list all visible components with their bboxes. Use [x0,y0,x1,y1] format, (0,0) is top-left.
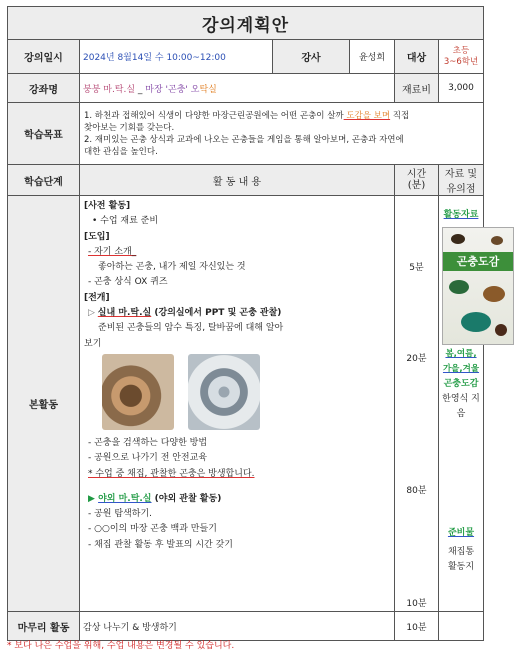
goal-line-4: 대한 관심을 높인다. [84,146,158,157]
course-name-part2: 마장 '곤충' 오 [145,84,200,95]
target-value-line1: 초등 [452,45,470,56]
goal-line-1b: 도감을 보며 [343,110,391,121]
outdoor-item-1: - 공원 탐색하기. [88,509,152,520]
content-header: 활 동 내 용 [80,165,395,196]
search-methods-item: - 곤충을 검색하는 다양한 방법 [88,437,208,448]
book-season-line: 봄,여름,가을,겨울 [442,349,480,374]
indoor-subtitle: (강의실에서 PPT 및 곤충 관찰) [151,308,282,319]
outdoor-item-3: - 채집 관찰 활동 후 발표의 시간 갖기 [88,539,233,550]
closing-label: 마무리 활동 [8,612,80,641]
time-header-line1: 시간 [406,169,427,180]
intro-item-1 [84,245,390,260]
photo-row [84,352,390,436]
footnote: * 보다 나은 수업을 위해, 수업 내용은 변경될 수 있습니다. [7,641,235,651]
time-header-line2: (분) [407,180,426,191]
closing-time: 10분 [395,612,439,641]
stag-beetle-icon [495,324,507,336]
goal-line-2: 찾아보는 기회를 갖는다. [84,122,175,133]
butterfly-icon [483,286,505,302]
instructor-label: 강사 [273,40,350,74]
indoor-desc-2: 보기 [84,338,102,349]
fee-label: 재료비 [395,74,439,103]
spacer [84,482,390,492]
course-label: 강좌명 [8,74,80,103]
lesson-plan [7,6,500,634]
release-note-text: * 수업 중 채집, 관찰한 곤충은 방생합니다. [88,468,255,479]
indoor-marker-icon: ▷ [88,308,98,319]
safety-item: - 공원으로 나가기 전 안전교육 [88,453,208,464]
target-value [439,40,484,74]
time-80min: 80분 [406,486,427,496]
intro-heading: [도입] [84,231,110,242]
closing-resources [439,612,484,641]
stage-header: 학습단계 [8,165,80,196]
resources-title: 활동자료 [443,210,479,220]
grasshopper-icon [449,280,469,294]
course-name [80,74,395,103]
beetle-icon [451,234,465,244]
dragonfly-icon [461,312,491,332]
date-value: 2024년 8월14일 수 10:00~12:00 [80,40,273,74]
goals-label: 학습목표 [8,103,80,165]
indoor-title: 실내 마.탁.실 [97,308,152,319]
intro-item-1-text: - 자기 소개_ [88,246,137,257]
lesson-plan-table [7,6,500,641]
material-collection-box: 채집통 [447,547,475,557]
time-10min: 10분 [406,599,427,609]
goal-line-1a: 1. 하천과 접해있어 식생이 다양한 마장근린공원에는 어떤 곤충이 살까 [84,110,344,121]
main-activity-label: 본활동 [8,196,80,612]
outdoor-title: 야외 마.탁.실 [98,493,152,504]
insect-photo-jar [188,354,260,430]
outdoor-item-2: - ○○이의 마장 곤충 백과 만들기 [88,524,217,535]
fee-value: 3,000 [439,74,484,103]
resources-header: 자료 및 유의점 [439,165,484,196]
book-cover-title: 곤충도감 [443,252,513,271]
outdoor-heading [84,492,390,507]
materials-title: 준비물 [447,528,475,538]
main-activity-content [80,196,395,612]
time-5min: 5분 [409,263,424,273]
main-activity-times [395,196,439,612]
insect-photo-hand [102,354,174,430]
goals-content [80,103,484,165]
target-value-line2: 3~6학년 [443,56,479,67]
main-activity-resources [439,196,500,612]
course-name-part1: 붕붕 마.탁.실 [83,84,136,95]
closing-content: 감상 나누기 & 방생하기 [80,612,395,641]
goal-line-3: 2. 재미있는 곤충 상식과 교과에 나오는 곤충들을 게임을 통해 알아보며, 곤충과 자연에 [84,134,404,145]
pre-activity-item: • 수업 재료 준비 [92,216,159,227]
course-name-sep: _ [135,84,146,95]
time-20min: 20분 [406,354,427,364]
book-author: 한영식 지음 [442,394,480,419]
goal-line-1 [84,110,479,122]
pre-activity-heading: [사전 활동] [84,201,131,211]
goal-line-1c: 직접 [390,110,410,121]
material-worksheet: 활동지 [447,562,475,572]
indoor-heading [84,306,390,321]
book-name-line: 곤충도감 [443,379,479,389]
course-name-part3: 탁실 [199,84,217,95]
target-label: 대상 [395,40,439,74]
intro-item-2: 좋아하는 곤충, 내가 제일 자신있는 것 [98,262,246,273]
outdoor-subtitle: (야외 관찰 활동) [151,493,222,504]
beetle-icon-2 [491,236,503,245]
indoor-desc-1: 준비된 곤충들의 암수 특징, 탈바꿈에 대해 알아 [98,323,284,334]
time-header [395,165,439,196]
development-heading: [전개] [84,292,110,303]
date-label: 강의일시 [8,40,80,74]
release-note [84,467,390,482]
outdoor-marker-icon: ▶ [88,493,99,504]
intro-item-3: - 곤충 상식 OX 퀴즈 [88,277,168,288]
page-title: 강의계획안 [8,7,484,40]
insect-book-cover [442,227,514,345]
instructor-value: 윤성희 [350,40,395,74]
